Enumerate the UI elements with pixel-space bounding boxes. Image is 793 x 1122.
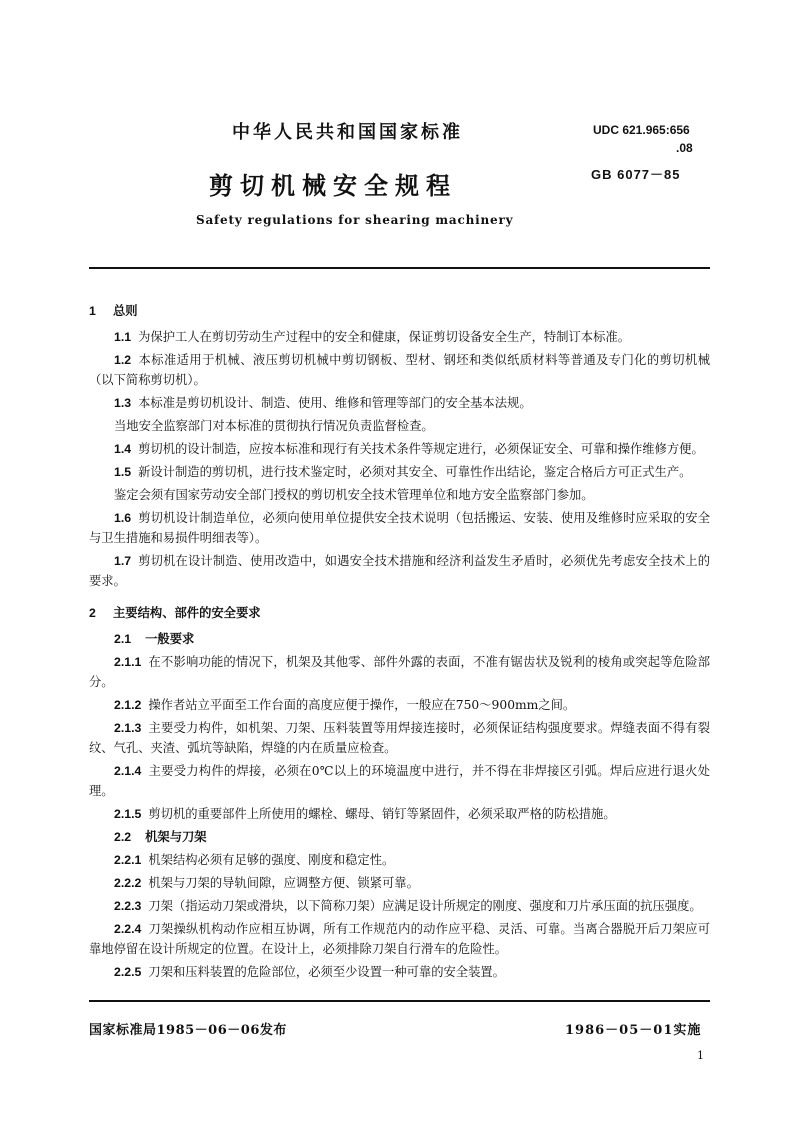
section-number: 1 bbox=[89, 304, 96, 318]
header-divider bbox=[89, 267, 710, 269]
clause-number: 2.2.5 bbox=[114, 965, 142, 979]
clause-text: 本标准适用于机械、液压剪切机械中剪切钢板、型材、钢坯和类似纸质材料等普通及专门化的剪切机械（以下简称剪切机）。 bbox=[89, 353, 710, 387]
section-heading bbox=[89, 603, 710, 623]
clause bbox=[89, 350, 710, 390]
issue-date: 国家标准局1985－06－06发布 bbox=[89, 1023, 287, 1038]
section-title: 总则 bbox=[113, 303, 138, 318]
subsection-heading bbox=[89, 629, 710, 649]
udc-code-suffix: .08 bbox=[676, 141, 693, 155]
clause-number: 2.2.2 bbox=[114, 876, 142, 890]
page-number: 1 bbox=[697, 1049, 704, 1062]
clause-continuation: 当地安全监察部门对本标准的贯彻执行情况负责监督检查。 bbox=[114, 419, 434, 433]
clause-number: 2.1.4 bbox=[114, 764, 142, 778]
clause bbox=[89, 718, 710, 758]
clause bbox=[89, 850, 710, 870]
implementation-date: 1986－05－01实施 bbox=[565, 1023, 702, 1038]
clause-text: 操作者站立平面至工作台面的高度应便于操作，一般应在750～900mm之间。 bbox=[148, 698, 576, 712]
clause-text: 本标准是剪切机设计、制造、使用、维修和管理等部门的安全基本法规。 bbox=[138, 396, 532, 410]
clause bbox=[89, 962, 710, 982]
gb-standard-code: GB 6077－85 bbox=[591, 167, 681, 182]
clause-number: 1.1 bbox=[114, 330, 132, 344]
clause-text: 剪切机设计制造单位，必须向使用单位提供安全技术说明（包括搬运、安装、使用及维修时应采取的安全与卫生措施和易损件明细表等）。 bbox=[89, 511, 710, 545]
clause-text: 主要受力构件的焊接，必须在0℃以上的环境温度中进行，并不得在非焊接区引弧。焊后应进行退火处理。 bbox=[89, 764, 710, 798]
clause-number: 1.3 bbox=[114, 396, 132, 410]
clause-text: 新设计制造的剪切机，进行技术鉴定时，必须对其安全、可靠性作出结论，鉴定合格后方可正式生产。 bbox=[138, 465, 692, 479]
clause bbox=[89, 804, 710, 824]
standard-country-title: 中华人民共和国国家标准 bbox=[232, 122, 463, 143]
clause-number: 2.1.1 bbox=[114, 655, 142, 669]
clause bbox=[89, 393, 710, 413]
clause bbox=[89, 508, 710, 548]
clause bbox=[89, 873, 710, 893]
clause-text: 刀架和压料装置的危险部位，必须至少设置一种可靠的安全装置。 bbox=[148, 965, 505, 979]
clause-text: 刀架（指运动刀架或滑块，以下简称刀架）应满足设计所规定的刚度、强度和刀片承压面的抗压强度。 bbox=[148, 899, 702, 913]
clause bbox=[89, 919, 710, 959]
clause-text: 剪切机的重要部件上所使用的螺栓、螺母、销钉等紧固件，必须采取严格的防松措施。 bbox=[148, 807, 616, 821]
footer-divider bbox=[89, 1000, 710, 1002]
section-number: 2 bbox=[89, 606, 96, 620]
clause-number: 1.4 bbox=[114, 442, 132, 456]
clause bbox=[89, 761, 710, 801]
clause bbox=[89, 439, 710, 459]
clause-number: 1.2 bbox=[114, 353, 132, 367]
section-heading bbox=[89, 301, 710, 321]
clause-text: 为保护工人在剪切劳动生产过程中的安全和健康，保证剪切设备安全生产，特制订本标准。 bbox=[138, 330, 630, 344]
section-title: 主要结构、部件的安全要求 bbox=[113, 605, 261, 620]
clause-number: 2.2.1 bbox=[114, 853, 142, 867]
document-title-english: Safety regulations for shearing machinery bbox=[196, 213, 514, 227]
clause bbox=[89, 652, 710, 692]
clause-number: 1.6 bbox=[114, 511, 132, 525]
subsection-heading bbox=[89, 827, 710, 847]
clause-number: 2.2.4 bbox=[114, 922, 142, 936]
clause-text: 在不影响功能的情况下，机架及其他零、部件外露的表面，不准有锯齿状及锐利的棱角或突起等危险部分。 bbox=[89, 655, 710, 689]
clause bbox=[89, 896, 710, 916]
clause-text: 剪切机在设计制造、使用改造中，如遇安全技术措施和经济利益发生矛盾时，必须优先考虑安全技术上的要求。 bbox=[89, 554, 710, 588]
clause-text: 机架结构必须有足够的强度、刚度和稳定性。 bbox=[148, 853, 395, 867]
clause-number: 2.1.3 bbox=[114, 721, 142, 735]
document-body bbox=[89, 300, 710, 985]
clause-number: 1.5 bbox=[114, 465, 132, 479]
clause bbox=[89, 551, 710, 591]
clause-number: 1.7 bbox=[114, 554, 132, 568]
subsection-title: 机架与刀架 bbox=[145, 829, 207, 844]
clause-text: 机架与刀架的导轨间隙，应调整方便、锁紧可靠。 bbox=[148, 876, 419, 890]
clause bbox=[89, 462, 710, 482]
clause-number: 2.2.3 bbox=[114, 899, 142, 913]
clause-text: 剪切机的设计制造，应按本标准和现行有关技术条件等规定进行，必须保证安全、可靠和操作维修方便。 bbox=[138, 442, 704, 456]
udc-code: UDC 621.965:656 bbox=[593, 123, 690, 137]
clause-text: 刀架操纵机构动作应相互协调，所有工作规范内的动作应平稳、灵活、可靠。当离合器脱开后刀架应可靠地停留在设计所规定的位置。在设计上，必须排除刀架自行滑车的危险性。 bbox=[89, 922, 710, 956]
document-title: 剪切机械安全规程 bbox=[209, 171, 457, 200]
clause-text: 主要受力构件，如机架、刀架、压料装置等用焊接连接时，必须保证结构强度要求。焊缝表面不得有裂纹、气孔、夹渣、弧坑等缺陷，焊缝的内在质量应检查。 bbox=[89, 721, 710, 755]
subsection-number: 2.2 bbox=[114, 830, 132, 844]
clause-number: 2.1.2 bbox=[114, 698, 142, 712]
section-spacer bbox=[89, 594, 710, 602]
clause bbox=[89, 327, 710, 347]
clause bbox=[89, 695, 710, 715]
subsection-title: 一般要求 bbox=[145, 631, 195, 646]
clause-continuation: 鉴定会须有国家劳动安全部门授权的剪切机安全技术管理单位和地方安全监察部门参加。 bbox=[114, 488, 594, 502]
subsection-number: 2.1 bbox=[114, 632, 132, 646]
clause-number: 2.1.5 bbox=[114, 807, 142, 821]
